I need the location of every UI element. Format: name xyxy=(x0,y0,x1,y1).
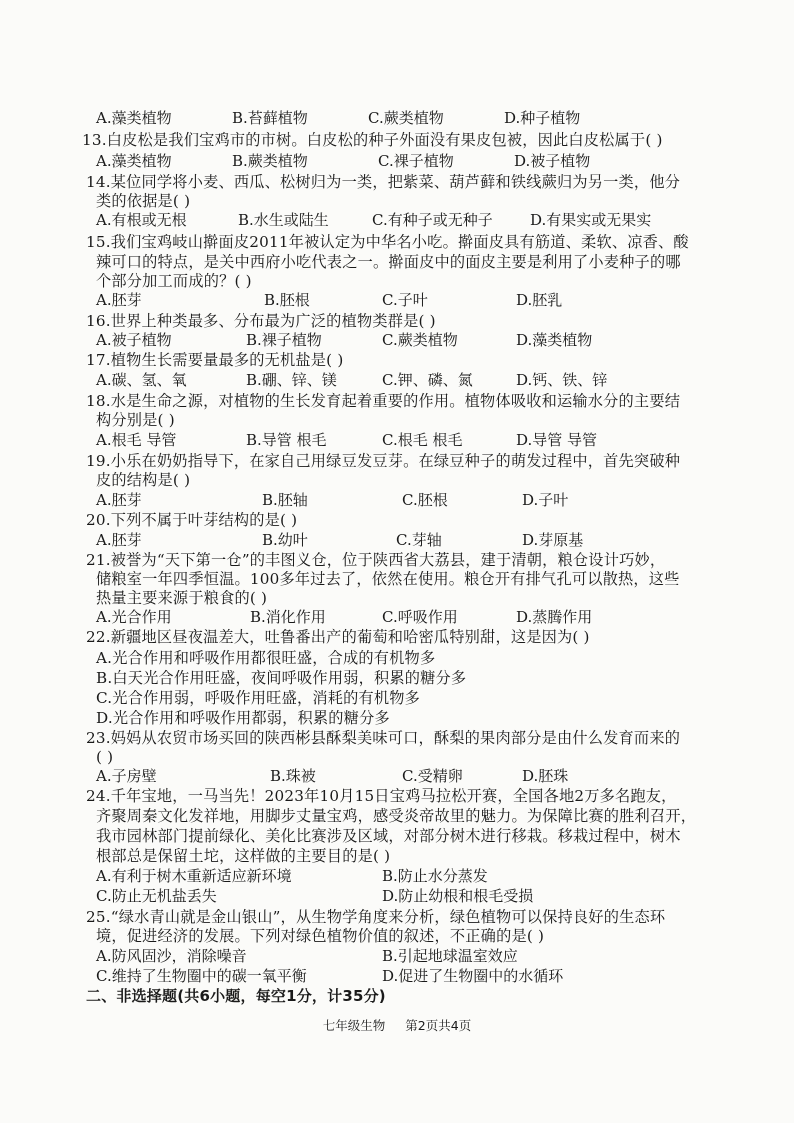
q23-option-d: D.胚珠 xyxy=(522,767,569,785)
q19-stem-line2: 皮的结构是( ) xyxy=(96,471,191,489)
q14-option-b: B.水生或陆生 xyxy=(238,211,329,229)
q20-options xyxy=(96,530,736,550)
q24-options-row1 xyxy=(96,866,736,886)
q18-option-a: A.根毛 导管 xyxy=(96,431,177,449)
q16-stem: 16.世界上种类最多、分布最为广泛的植物类群是( ) xyxy=(86,312,436,330)
q20-option-c: C.芽轴 xyxy=(396,531,442,549)
q15-stem-line2: 辣可口的特点，是关中西府小吃代表之一。擀面皮中的面皮主要是利用了小麦种子的哪 xyxy=(96,253,681,271)
q25-stem-line1: 25.“绿水青山就是金山银山”，从生物学角度来分析，绿色植物可以保持良好的生态环 xyxy=(86,908,666,926)
q18-option-d: D.导管 导管 xyxy=(516,431,598,449)
q24-stem-line3: 我市园林部门提前绿化、美化比赛涉及区域，对部分树木进行移栽。移栽过程中，树木 xyxy=(96,827,681,845)
q21-option-b: B.消化作用 xyxy=(250,608,326,626)
q24-options-row2 xyxy=(96,886,736,906)
q20-option-b: B.幼叶 xyxy=(262,531,308,549)
q17-stem: 17.植物生长需要量最多的无机盐是( ) xyxy=(86,351,344,369)
q13-option-d: D.被子植物 xyxy=(514,152,591,170)
q20-option-d: D.芽原基 xyxy=(522,531,584,549)
q17-option-d: D.钙、铁、锌 xyxy=(516,371,608,389)
q21-option-c: C.呼吸作用 xyxy=(382,608,458,626)
q21-option-d: D.蒸腾作用 xyxy=(516,608,593,626)
q21-options xyxy=(96,607,736,627)
q22-option-b: B.白天光合作用旺盛，夜间呼吸作用弱，积累的糖分多 xyxy=(96,669,467,687)
q24-stem-line4: 根部总是保留土坨，这样做的主要目的是( ) xyxy=(96,847,391,865)
q18-options xyxy=(96,430,736,450)
q25-options-row2 xyxy=(96,966,736,986)
q12-options xyxy=(96,108,736,128)
q21-stem-line3: 热量主要来源于粮食的( ) xyxy=(96,589,268,607)
q19-option-a: A.胚芽 xyxy=(96,491,142,509)
q20-stem: 20.下列不属于叶芽结构的是( ) xyxy=(86,511,298,529)
q14-options xyxy=(96,210,736,230)
q20-option-a: A.胚芽 xyxy=(96,531,142,549)
q15-option-d: D.胚乳 xyxy=(516,291,563,309)
q16-option-d: D.藻类植物 xyxy=(516,331,593,349)
q12-option-a: A.藻类植物 xyxy=(96,109,172,127)
q24-stem-line2: 齐聚周秦文化发祥地，用脚步丈量宝鸡，感受炎帝故里的魅力。为保障比赛的胜利召开， xyxy=(96,807,697,825)
q21-stem-line2: 储粮室一年四季恒温。100多年过去了，依然在使用。粮仓开有排气孔可以散热，这些 xyxy=(96,570,680,588)
q16-option-c: C.蕨类植物 xyxy=(382,331,458,349)
q25-option-c: C.维持了生物圈中的碳一氧平衡 xyxy=(96,967,307,985)
q23-options xyxy=(96,766,736,786)
q22-option-a: A.光合作用和呼吸作用都很旺盛，合成的有机物多 xyxy=(96,649,436,667)
q15-stem-line3: 个部分加工而成的？( ) xyxy=(96,272,252,290)
q24-option-d: D.防止幼根和根毛受损 xyxy=(382,887,534,905)
q15-stem-line1: 15.我们宝鸡岐山擀面皮2011年被认定为中华名小吃。擀面皮具有筋道、柔软、凉香、酸 xyxy=(86,233,689,251)
footer-subject: 七年级生物 xyxy=(322,1018,386,1033)
q25-options-row1 xyxy=(96,946,736,966)
q15-option-c: C.子叶 xyxy=(382,291,428,309)
q14-option-c: C.有种子或无种子 xyxy=(372,211,493,229)
q19-stem-line1: 19.小乐在奶奶指导下，在家自己用绿豆发豆芽。在绿豆种子的萌发过程中，首先突破种 xyxy=(86,452,681,470)
q13-options xyxy=(96,151,736,171)
q21-option-a: A.光合作用 xyxy=(96,608,172,626)
q24-option-c: C.防止无机盐丢失 xyxy=(96,887,217,905)
q13-option-c: C.裸子植物 xyxy=(378,152,454,170)
q14-stem-line1: 14.某位同学将小麦、西瓜、松树归为一类，把紫菜、葫芦藓和铁线蕨归为另一类，他分 xyxy=(86,173,681,191)
q24-stem-line1: 24.千年宝地，一马当先！2023年10月15日宝鸡马拉松开赛，全国各地2万多名跑友， xyxy=(86,787,677,805)
q25-option-d: D.促进了生物圈中的水循环 xyxy=(382,967,564,985)
q23-stem-line2: ( ) xyxy=(96,748,114,766)
page-footer xyxy=(0,1016,794,1034)
q16-option-a: A.被子植物 xyxy=(96,331,172,349)
q16-options xyxy=(96,330,736,350)
q17-option-c: C.钾、磷、氮 xyxy=(382,371,473,389)
footer-page-number: 第2页共4页 xyxy=(405,1018,472,1033)
q18-option-c: C.根毛 根毛 xyxy=(382,431,463,449)
q25-stem-line2: 境，促进经济的发展。下列对绿色植物价值的叙述，不正确的是( ) xyxy=(96,927,545,945)
q15-option-b: B.胚根 xyxy=(264,291,310,309)
q15-options xyxy=(96,290,736,310)
q23-option-c: C.受精卵 xyxy=(402,767,463,785)
q18-option-b: B.导管 根毛 xyxy=(246,431,327,449)
q17-options xyxy=(96,370,736,390)
q25-option-a: A.防风固沙，消除噪音 xyxy=(96,947,247,965)
q19-option-d: D.子叶 xyxy=(522,491,569,509)
q12-option-b: B.苔藓植物 xyxy=(232,109,308,127)
q19-option-b: B.胚轴 xyxy=(262,491,308,509)
q18-stem-line1: 18.水是生命之源，对植物的生长发育起着重要的作用。植物体吸收和运输水分的主要结 xyxy=(86,392,681,410)
q25-option-b: B.引起地球温室效应 xyxy=(382,947,518,965)
q24-option-b: B.防止水分蒸发 xyxy=(382,867,488,885)
q22-option-d: D.光合作用和呼吸作用都弱，积累的糖分多 xyxy=(96,709,390,727)
q22-stem: 22.新疆地区昼夜温差大，吐鲁番出产的葡萄和哈密瓜特别甜，这是因为( ) xyxy=(86,628,590,646)
q17-option-b: B.硼、锌、镁 xyxy=(246,371,337,389)
q18-stem-line2: 构分别是( ) xyxy=(96,411,175,429)
q13-option-a: A.藻类植物 xyxy=(96,152,172,170)
q17-option-a: A.碳、氢、氧 xyxy=(96,371,187,389)
q23-option-a: A.子房壁 xyxy=(96,767,157,785)
q14-option-a: A.有根或无根 xyxy=(96,211,187,229)
q13-stem: 13.白皮松是我们宝鸡市的市树。白皮松的种子外面没有果皮包被，因此白皮松属于( ) xyxy=(82,131,663,149)
q23-option-b: B.珠被 xyxy=(270,767,316,785)
q14-stem-line2: 类的依据是( ) xyxy=(96,192,191,210)
q21-stem-line1: 21.被誉为“天下第一仓”的丰图义仓，位于陕西省大荔县，建于清朝，粮仓设计巧妙， xyxy=(86,551,666,569)
q15-option-a: A.胚芽 xyxy=(96,291,142,309)
q13-option-b: B.蕨类植物 xyxy=(232,152,308,170)
q14-option-d: D.有果实或无果实 xyxy=(530,211,652,229)
q12-option-c: C.蕨类植物 xyxy=(368,109,444,127)
q12-option-d: D.种子植物 xyxy=(504,109,581,127)
section-2-heading: 二、非选择题(共6小题，每空1分，计35分) xyxy=(86,987,386,1005)
q19-option-c: C.胚根 xyxy=(402,491,448,509)
q22-option-c: C.光合作用弱，呼吸作用旺盛，消耗的有机物多 xyxy=(96,689,421,707)
q24-option-a: A.有利于树木重新适应新环境 xyxy=(96,867,292,885)
q19-options xyxy=(96,490,736,510)
q23-stem-line1: 23.妈妈从农贸市场买回的陕西彬县酥梨美味可口，酥梨的果肉部分是由什么发育而来的 xyxy=(86,729,681,747)
q16-option-b: B.裸子植物 xyxy=(246,331,322,349)
